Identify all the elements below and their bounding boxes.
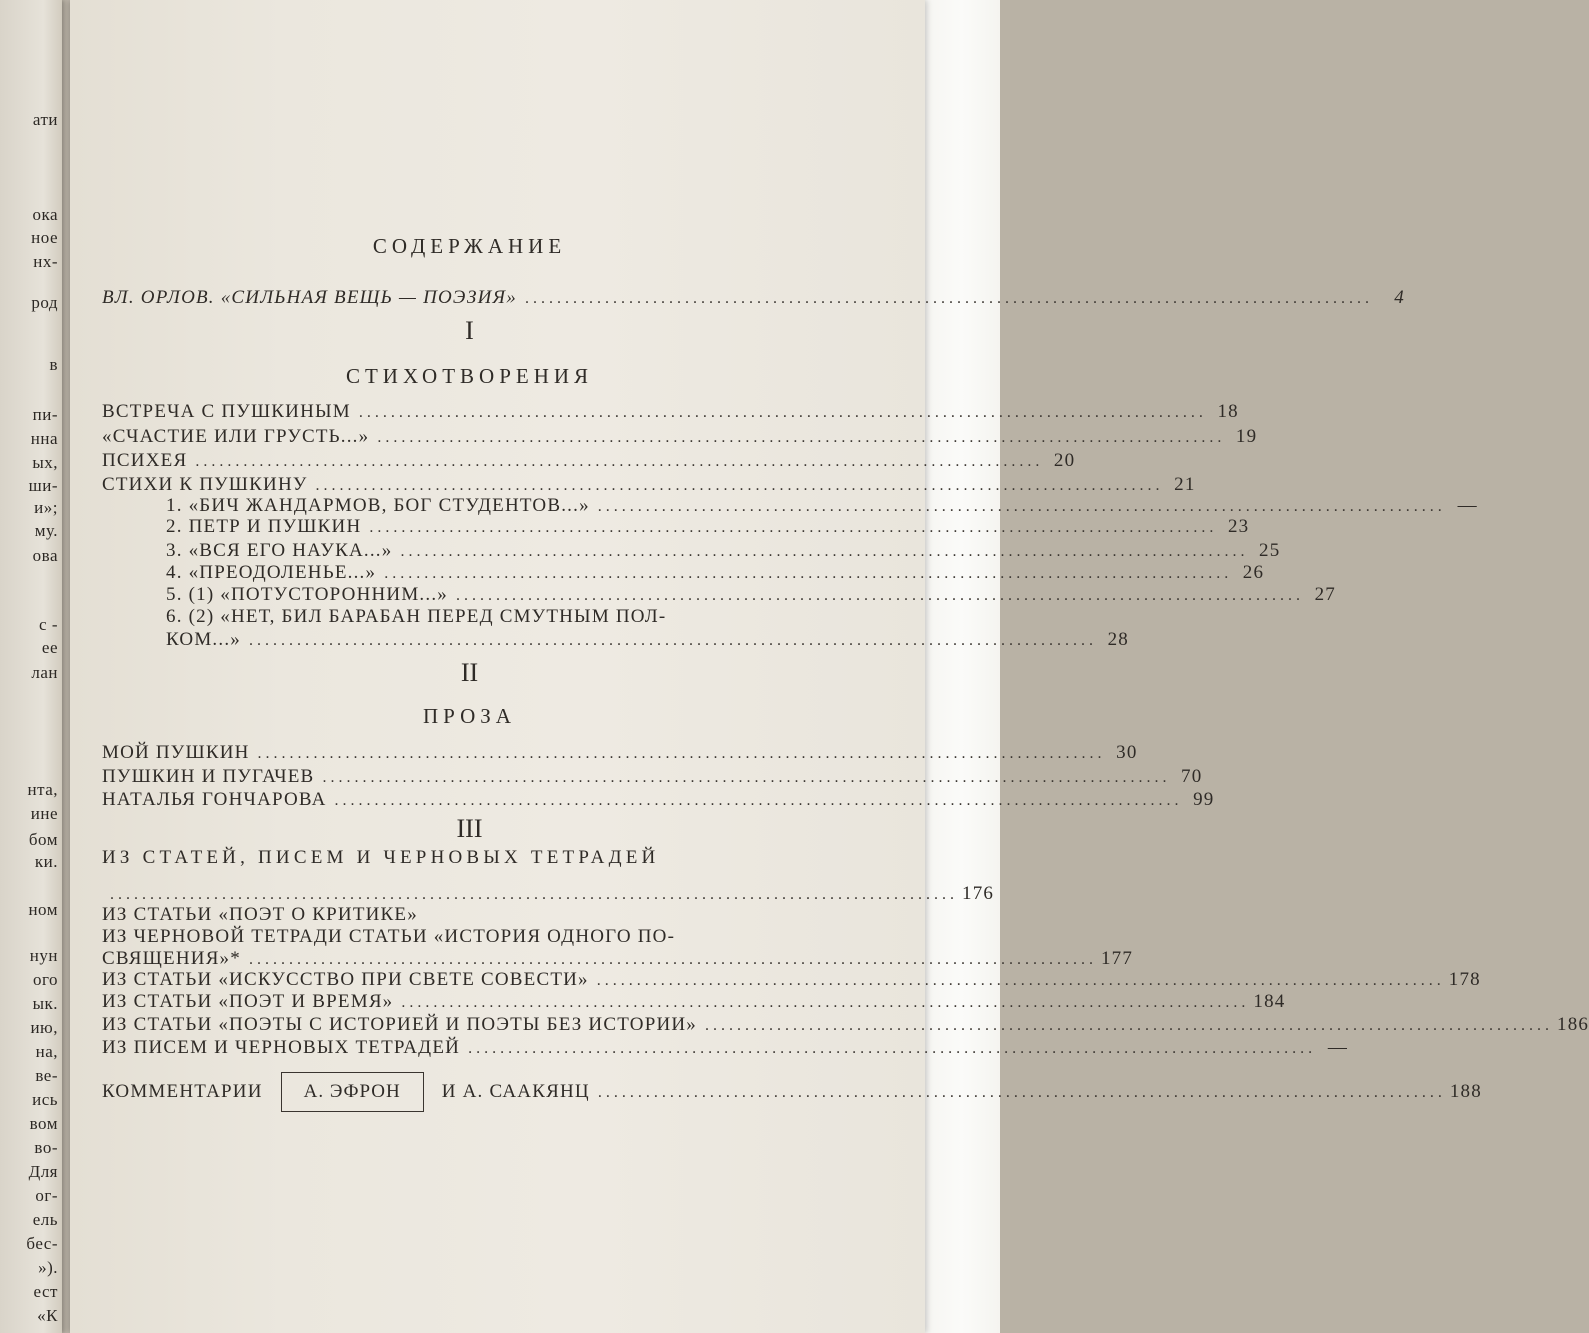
entry-page: 184 (1253, 991, 1286, 1012)
adjacent-page-text-fragment: ока (32, 205, 58, 224)
entry-page: 178 (1448, 969, 1481, 990)
adjacent-page-text-fragment: ого (32, 970, 58, 989)
dot-leader: .......................................................................................................... (524, 290, 1373, 307)
adjacent-page-text-fragment: ест (33, 1282, 58, 1301)
entry-page: 70 (1181, 766, 1203, 787)
entry-page: 26 (1242, 562, 1265, 583)
adjacent-page-text-fragment: бес- (26, 1234, 58, 1253)
dot-leader: .......................................................................................................... (257, 745, 1106, 762)
entry-page: 177 (1100, 948, 1134, 969)
entry-page: 99 (1193, 789, 1215, 810)
adjacent-page-text-fragment: ки. (34, 852, 58, 871)
adjacent-page-text-fragment: му. (34, 521, 58, 540)
toc-entry (102, 765, 1203, 789)
dot-leader: .......................................................................................................... (322, 769, 1171, 786)
adjacent-page-text-fragment: во- (34, 1138, 58, 1157)
entry-page: 188 (1449, 1081, 1482, 1102)
dot-leader: .......................................................................................................... (384, 565, 1233, 582)
dot-leader: .......................................................................................................... (597, 1084, 1446, 1101)
entry-title: СВЯЩЕНИЯ»* (102, 948, 241, 969)
entry-page: 4 (1394, 287, 1405, 308)
entry-title: 6. (2) «НЕТ, БИЛ БАРАБАН ПЕРЕД СМУТНЫМ ПОЛ- (166, 606, 667, 627)
section-title: ПРОЗА (423, 704, 516, 728)
dot-leader: .......................................................................................................... (315, 477, 1164, 494)
dot-leader: .......................................................................................................... (596, 972, 1445, 989)
dot-leader: .......................................................................................................... (334, 792, 1183, 809)
entry-title: ВЛ. ОРЛОВ. «СИЛЬНАЯ ВЕЩЬ — ПОЭЗИЯ» (102, 287, 517, 308)
section-title: ИЗ СТАТЕЙ, ПИСЕМ И ЧЕРНОВЫХ ТЕТРАДЕЙ (102, 847, 660, 868)
entry-page: 23 (1227, 516, 1250, 537)
toc-subentry (102, 515, 1250, 539)
entry-title: ИЗ ПИСЕМ И ЧЕРНОВЫХ ТЕТРАДЕЙ (102, 1037, 461, 1058)
toc-comments-entry (102, 1072, 1482, 1104)
entry-title: 1. «БИЧ ЖАНДАРМОВ, БОГ СТУДЕНТОВ...» (166, 495, 590, 516)
dot-leader: .......................................................................................................... (401, 994, 1250, 1011)
entry-page: 176 (962, 883, 995, 904)
adjacent-page-text-fragment: и»; (34, 498, 58, 517)
entry-title: 3. «ВСЯ ЕГО НАУКА...» (166, 540, 393, 561)
adjacent-page-text-fragment: ог- (35, 1186, 58, 1205)
entry-page: 20 (1053, 450, 1076, 471)
dot-leader: .......................................................................................................... (597, 498, 1446, 515)
entry-page: 25 (1259, 540, 1281, 561)
toc-entry (102, 990, 1286, 1014)
entry-title: 2. ПЕТР И ПУШКИН (166, 516, 362, 537)
dot-leader: .......................................................................................................... (455, 587, 1304, 604)
entry-page: 28 (1107, 629, 1129, 650)
toc-entry (102, 425, 1258, 449)
dot-leader: .......................................................................................................... (369, 519, 1218, 536)
adjacent-page-text-fragment: нх- (33, 252, 58, 271)
toc-entry (102, 449, 1076, 473)
toc-entry (102, 400, 1239, 424)
adjacent-page-text-fragment: ых, (32, 453, 58, 472)
entry-title: ИЗ СТАТЬИ «ПОЭТЫ С ИСТОРИЕЙ И ПОЭТЫ БЕЗ ИСТОРИИ» (102, 1014, 698, 1035)
adjacent-page-text-fragment: ык. (32, 994, 58, 1013)
dot-leader: .......................................................................................................... (468, 1040, 1317, 1057)
adjacent-page-text-fragment: »). (38, 1258, 58, 1277)
entry-title: ИЗ СТАТЬИ «ПОЭТ И ВРЕМЯ» (102, 991, 394, 1012)
adjacent-page-text-fragment: на, (35, 1042, 58, 1061)
adjacent-book-page (0, 0, 62, 1333)
dot-leader: .......................................................................................................... (358, 404, 1207, 421)
book-page (70, 0, 1589, 1333)
adjacent-page-text-fragment: ное (31, 228, 58, 247)
comments-boxed-name: А. ЭФРОН (281, 1072, 424, 1112)
toc-entry (102, 903, 837, 927)
adjacent-page-text-fragment: нта, (27, 780, 58, 799)
comments-coauthor: И А. СААКЯНЦ (441, 1081, 590, 1102)
toc-subentry (102, 561, 1265, 585)
adjacent-page-text-fragment: с - (39, 615, 58, 634)
toc-title: СОДЕРЖАНИЕ (372, 234, 567, 258)
entry-title: МОЙ ПУШКИН (102, 742, 250, 763)
toc-subentry (102, 605, 837, 629)
adjacent-page-text-fragment: вом (29, 1114, 58, 1133)
adjacent-page-text-fragment: ее (41, 638, 58, 657)
section-numeral: II (460, 658, 479, 687)
toc-intro-entry (102, 286, 1405, 310)
dot-leader: .......................................................................................................... (110, 886, 958, 903)
adjacent-page-text-fragment: ова (32, 546, 58, 565)
entry-title: СТИХИ К ПУШКИНУ (102, 474, 308, 495)
adjacent-page-text-fragment: ном (28, 900, 58, 919)
entry-title: «СЧАСТИЕ ИЛИ ГРУСТЬ...» (102, 426, 370, 447)
adjacent-page-text-fragment: нун (29, 946, 58, 965)
comments-label: КОММЕНТАРИИ (102, 1081, 263, 1102)
entry-page: 186 (1557, 1014, 1589, 1035)
toc-entry (102, 968, 1481, 992)
adjacent-page-text-fragment: ель (32, 1210, 58, 1229)
entry-title: 5. (1) «ПОТУСТОРОННИМ...» (166, 584, 448, 605)
adjacent-page-text-fragment: род (31, 293, 58, 312)
entry-page: 27 (1314, 584, 1336, 605)
adjacent-page-text-fragment: ати (32, 110, 58, 129)
dot-leader: .......................................................................................................... (400, 543, 1249, 560)
dot-leader: .......................................................................................................... (248, 951, 1097, 968)
dot-leader: .......................................................................................................... (377, 429, 1226, 446)
adjacent-page-text-fragment: бом (28, 830, 58, 849)
toc-subentry (102, 628, 1129, 652)
entry-title: ПУШКИН И ПУГАЧЕВ (102, 766, 315, 787)
entry-page: 30 (1116, 742, 1138, 763)
adjacent-page-text-fragment: в (49, 355, 58, 374)
section-numeral: I (465, 316, 474, 345)
entry-page: 19 (1235, 426, 1258, 447)
toc-entry (102, 741, 1138, 765)
adjacent-page-text-fragment: ве- (35, 1066, 58, 1085)
adjacent-page-text-fragment: ине (30, 804, 58, 823)
adjacent-page-text-fragment: лан (31, 663, 58, 682)
entry-title: ПСИХЕЯ (102, 450, 188, 471)
entry-title: ВСТРЕЧА С ПУШКИНЫМ (102, 401, 351, 422)
adjacent-page-text-fragment: нна (30, 429, 58, 448)
toc-subentry (102, 539, 1281, 563)
adjacent-page-text-fragment: ись (32, 1090, 58, 1109)
entry-title: 4. «ПРЕОДОЛЕНЬЕ...» (166, 562, 377, 583)
adjacent-page-text-fragment: пи- (32, 405, 58, 424)
toc-entry (102, 1013, 1589, 1037)
toc-entry (102, 788, 1215, 812)
entry-page: 18 (1217, 401, 1239, 422)
section-numeral: III (456, 814, 483, 843)
toc-entry (102, 1036, 1349, 1060)
toc-subentry (102, 583, 1336, 607)
adjacent-page-text-fragment: «К (37, 1306, 58, 1325)
adjacent-page-text-fragment: Для (28, 1162, 58, 1181)
adjacent-page-text-fragment: ию, (30, 1018, 58, 1037)
dot-leader: .......................................................................................................... (195, 453, 1044, 470)
entry-title: ИЗ СТАТЬИ «ИСКУССТВО ПРИ СВЕТЕ СОВЕСТИ» (102, 969, 589, 990)
adjacent-page-text-fragment: ши- (28, 476, 58, 495)
section-title: СТИХОТВОРЕНИЯ (345, 364, 594, 388)
entry-page: — (1457, 495, 1478, 516)
dot-leader: .......................................................................................................... (705, 1017, 1554, 1034)
entry-title: ИЗ СТАТЬИ «ПОЭТ О КРИТИКЕ» (102, 904, 418, 925)
entry-title: НАТАЛЬЯ ГОНЧАРОВА (102, 789, 327, 810)
toc-entry (102, 925, 837, 949)
entry-title: ИЗ ЧЕРНОВОЙ ТЕТРАДИ СТАТЬИ «ИСТОРИЯ ОДНОГО ПО- (102, 926, 676, 947)
dot-leader: .......................................................................................................... (248, 632, 1097, 649)
entry-page: — (1327, 1037, 1349, 1058)
entry-page: 21 (1174, 474, 1196, 495)
entry-title: КОМ...» (166, 629, 241, 650)
